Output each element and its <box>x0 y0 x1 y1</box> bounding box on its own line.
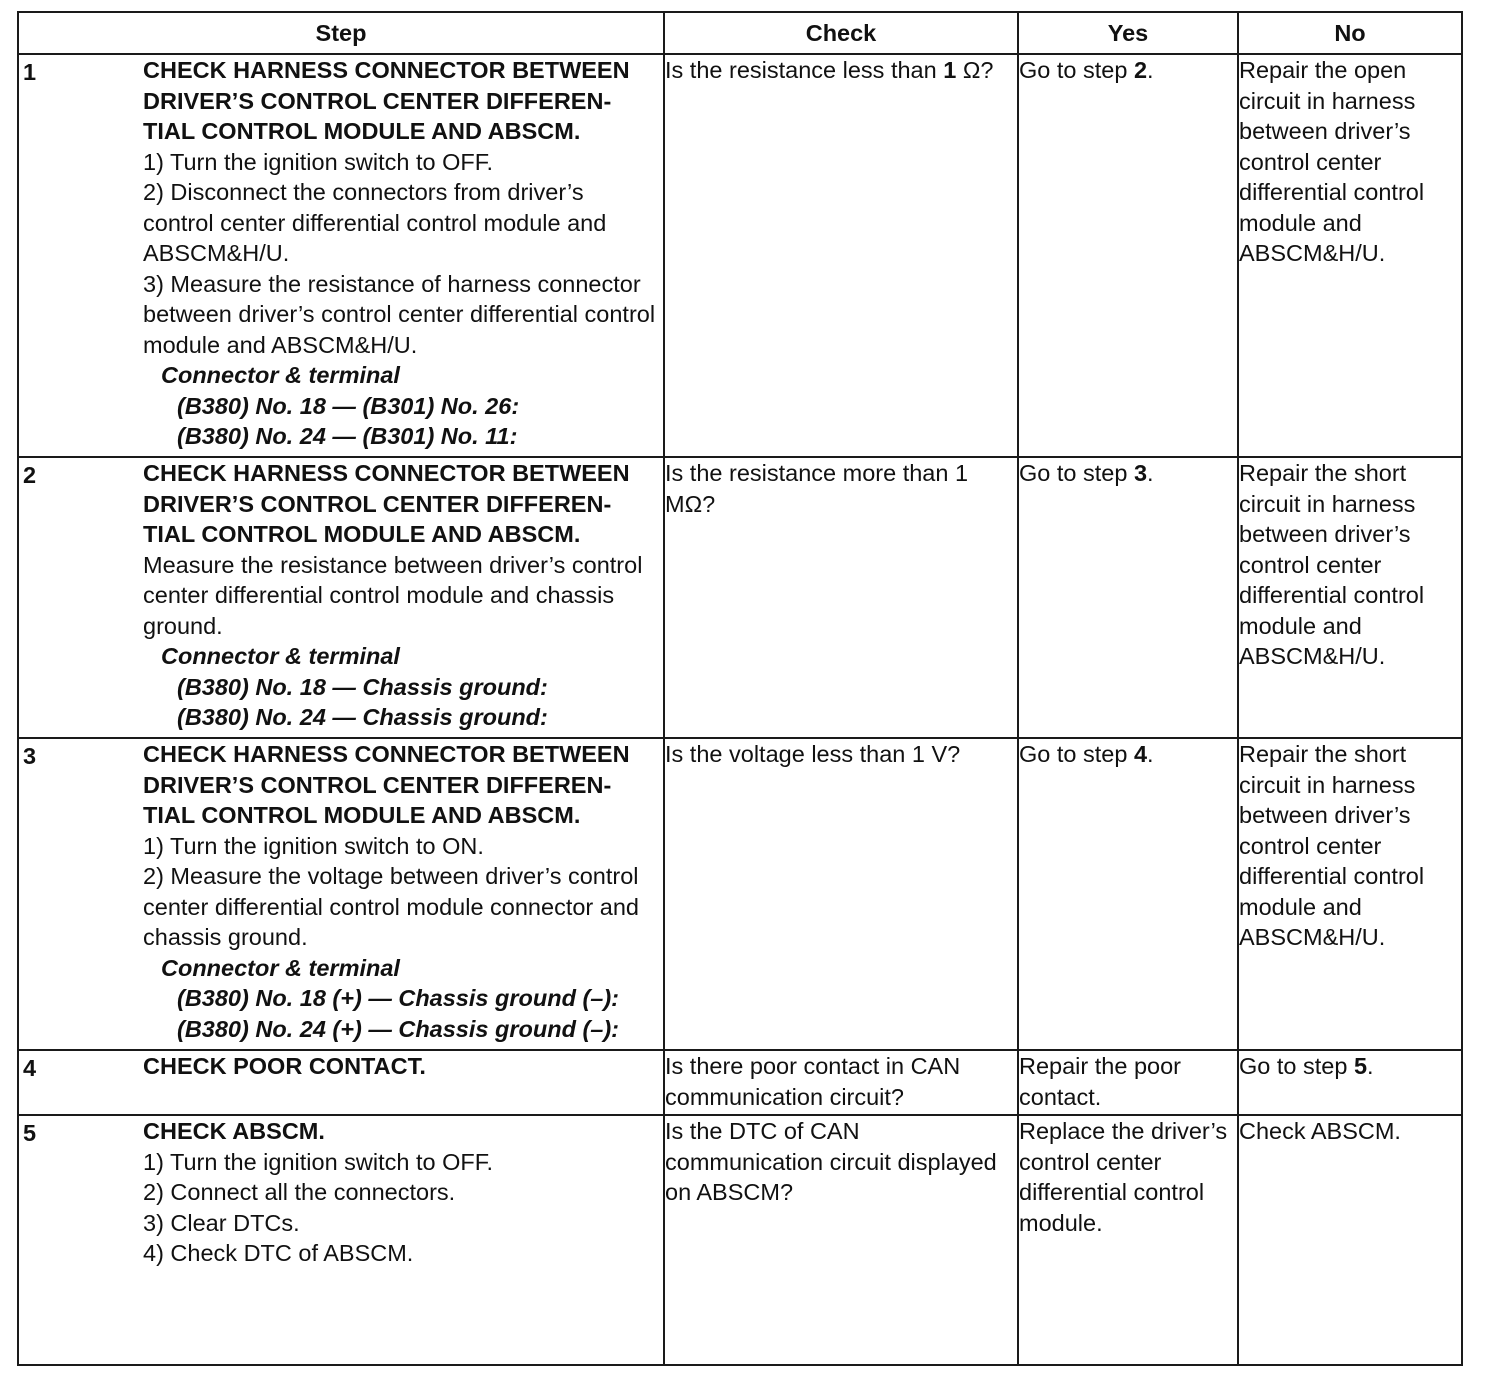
header-row <box>18 12 1462 54</box>
terminal-spec: (B380) No. 24 — (B301) No. 11: <box>177 423 518 449</box>
connector-terminal-heading: Connector & terminal <box>161 643 400 669</box>
no-cell: Check ABSCM. <box>1238 1115 1462 1365</box>
step-cell <box>18 54 664 457</box>
check-cell: Is the voltage less than 1 V? <box>664 738 1018 1050</box>
terminal-spec: (B380) No. 24 (+) — Chassis ground (–): <box>177 1015 620 1042</box>
yes-cell: Repair the poor contact. <box>1018 1050 1238 1115</box>
step-cell <box>18 1115 664 1365</box>
step-number: 4 <box>23 1055 37 1081</box>
step-title: CHECK POOR CONTACT. <box>143 1053 426 1079</box>
table-row <box>18 457 1462 738</box>
step-instruction: 2) Disconnect the connectors from driver’s control center differential control module and ABSCM&H/U. <box>143 179 607 266</box>
step-instruction: 2) Connect all the connectors. <box>143 1179 456 1205</box>
terminal-spec: (B380) No. 24 — Chassis ground: <box>177 704 548 730</box>
check-cell: Is the DTC of CAN communication circuit displayed on ABSCM? <box>664 1115 1018 1365</box>
step-instruction: 1) Turn the ignition switch to OFF. <box>143 1148 494 1175</box>
header-step: Step <box>18 12 664 54</box>
step-title: CHECK ABSCM. <box>143 1118 325 1144</box>
step-number: 5 <box>23 1120 37 1146</box>
header-yes: Yes <box>1018 12 1238 54</box>
step-title: CHECK HARNESS CONNECTOR BETWEEN DRIVER’S CONTROL CENTER DIFFEREN- TIAL CONTROL MODULE AND ABSCM. <box>143 57 630 144</box>
yes-cell: Go to step 3. <box>1018 457 1238 738</box>
header-no: No <box>1238 12 1462 54</box>
no-cell: Repair the open circuit in harness between driver’s control center differential control module and ABSCM&H/U. <box>1238 54 1462 457</box>
terminal-spec: (B380) No. 18 — (B301) No. 26: <box>177 392 520 419</box>
no-cell: Repair the short circuit in harness between driver’s control center differential control module and ABSCM&H/U. <box>1238 457 1462 738</box>
step-instruction: 1) Turn the ignition switch to ON. <box>143 832 484 859</box>
step-title: CHECK HARNESS CONNECTOR BETWEEN DRIVER’S CONTROL CENTER DIFFEREN- TIAL CONTROL MODULE AND ABSCM. <box>143 460 630 547</box>
step-title: CHECK HARNESS CONNECTOR BETWEEN DRIVER’S CONTROL CENTER DIFFEREN- TIAL CONTROL MODULE AND ABSCM. <box>143 741 630 828</box>
step-cell <box>18 1050 664 1115</box>
terminal-spec: (B380) No. 18 (+) — Chassis ground (–): <box>177 985 620 1011</box>
step-instruction: Measure the resistance between driver’s control center differential control module and chassis ground. <box>143 551 643 639</box>
step-instruction: 3) Measure the resistance of harness connector between driver’s control center differential control module and ABSCM&H/U. <box>143 270 656 358</box>
terminal-spec: (B380) No. 18 — Chassis ground: <box>177 673 548 700</box>
no-cell: Go to step 5. <box>1238 1050 1462 1115</box>
step-instruction: 2) Measure the voltage between driver’s control center differential control module connector and chassis ground. <box>143 863 639 950</box>
table-row <box>18 738 1462 1050</box>
diagnostic-table <box>17 11 1463 1366</box>
step-instruction: 3) Clear DTCs. <box>143 1209 300 1236</box>
yes-cell: Replace the driver’s control center differential control module. <box>1018 1115 1238 1365</box>
step-number: 1 <box>23 59 37 85</box>
connector-terminal-heading: Connector & terminal <box>161 362 400 388</box>
check-cell: Is there poor contact in CAN communication circuit? <box>664 1050 1018 1115</box>
step-number: 2 <box>23 462 37 488</box>
step-instruction: 4) Check DTC of ABSCM. <box>143 1240 414 1266</box>
step-number: 3 <box>23 743 37 769</box>
check-cell: Is the resistance less than 1 Ω? <box>664 54 1018 457</box>
check-cell: Is the resistance more than 1 MΩ? <box>664 457 1018 738</box>
step-instruction: 1) Turn the ignition switch to OFF. <box>143 148 494 175</box>
header-check: Check <box>664 12 1018 54</box>
yes-cell: Go to step 4. <box>1018 738 1238 1050</box>
connector-terminal-heading: Connector & terminal <box>161 954 400 981</box>
step-cell <box>18 457 664 738</box>
step-cell <box>18 738 664 1050</box>
no-cell: Repair the short circuit in harness between driver’s control center differential control module and ABSCM&H/U. <box>1238 738 1462 1050</box>
yes-cell: Go to step 2. <box>1018 54 1238 457</box>
table-row <box>18 54 1462 457</box>
table-row <box>18 1050 1462 1115</box>
table-row <box>18 1115 1462 1365</box>
